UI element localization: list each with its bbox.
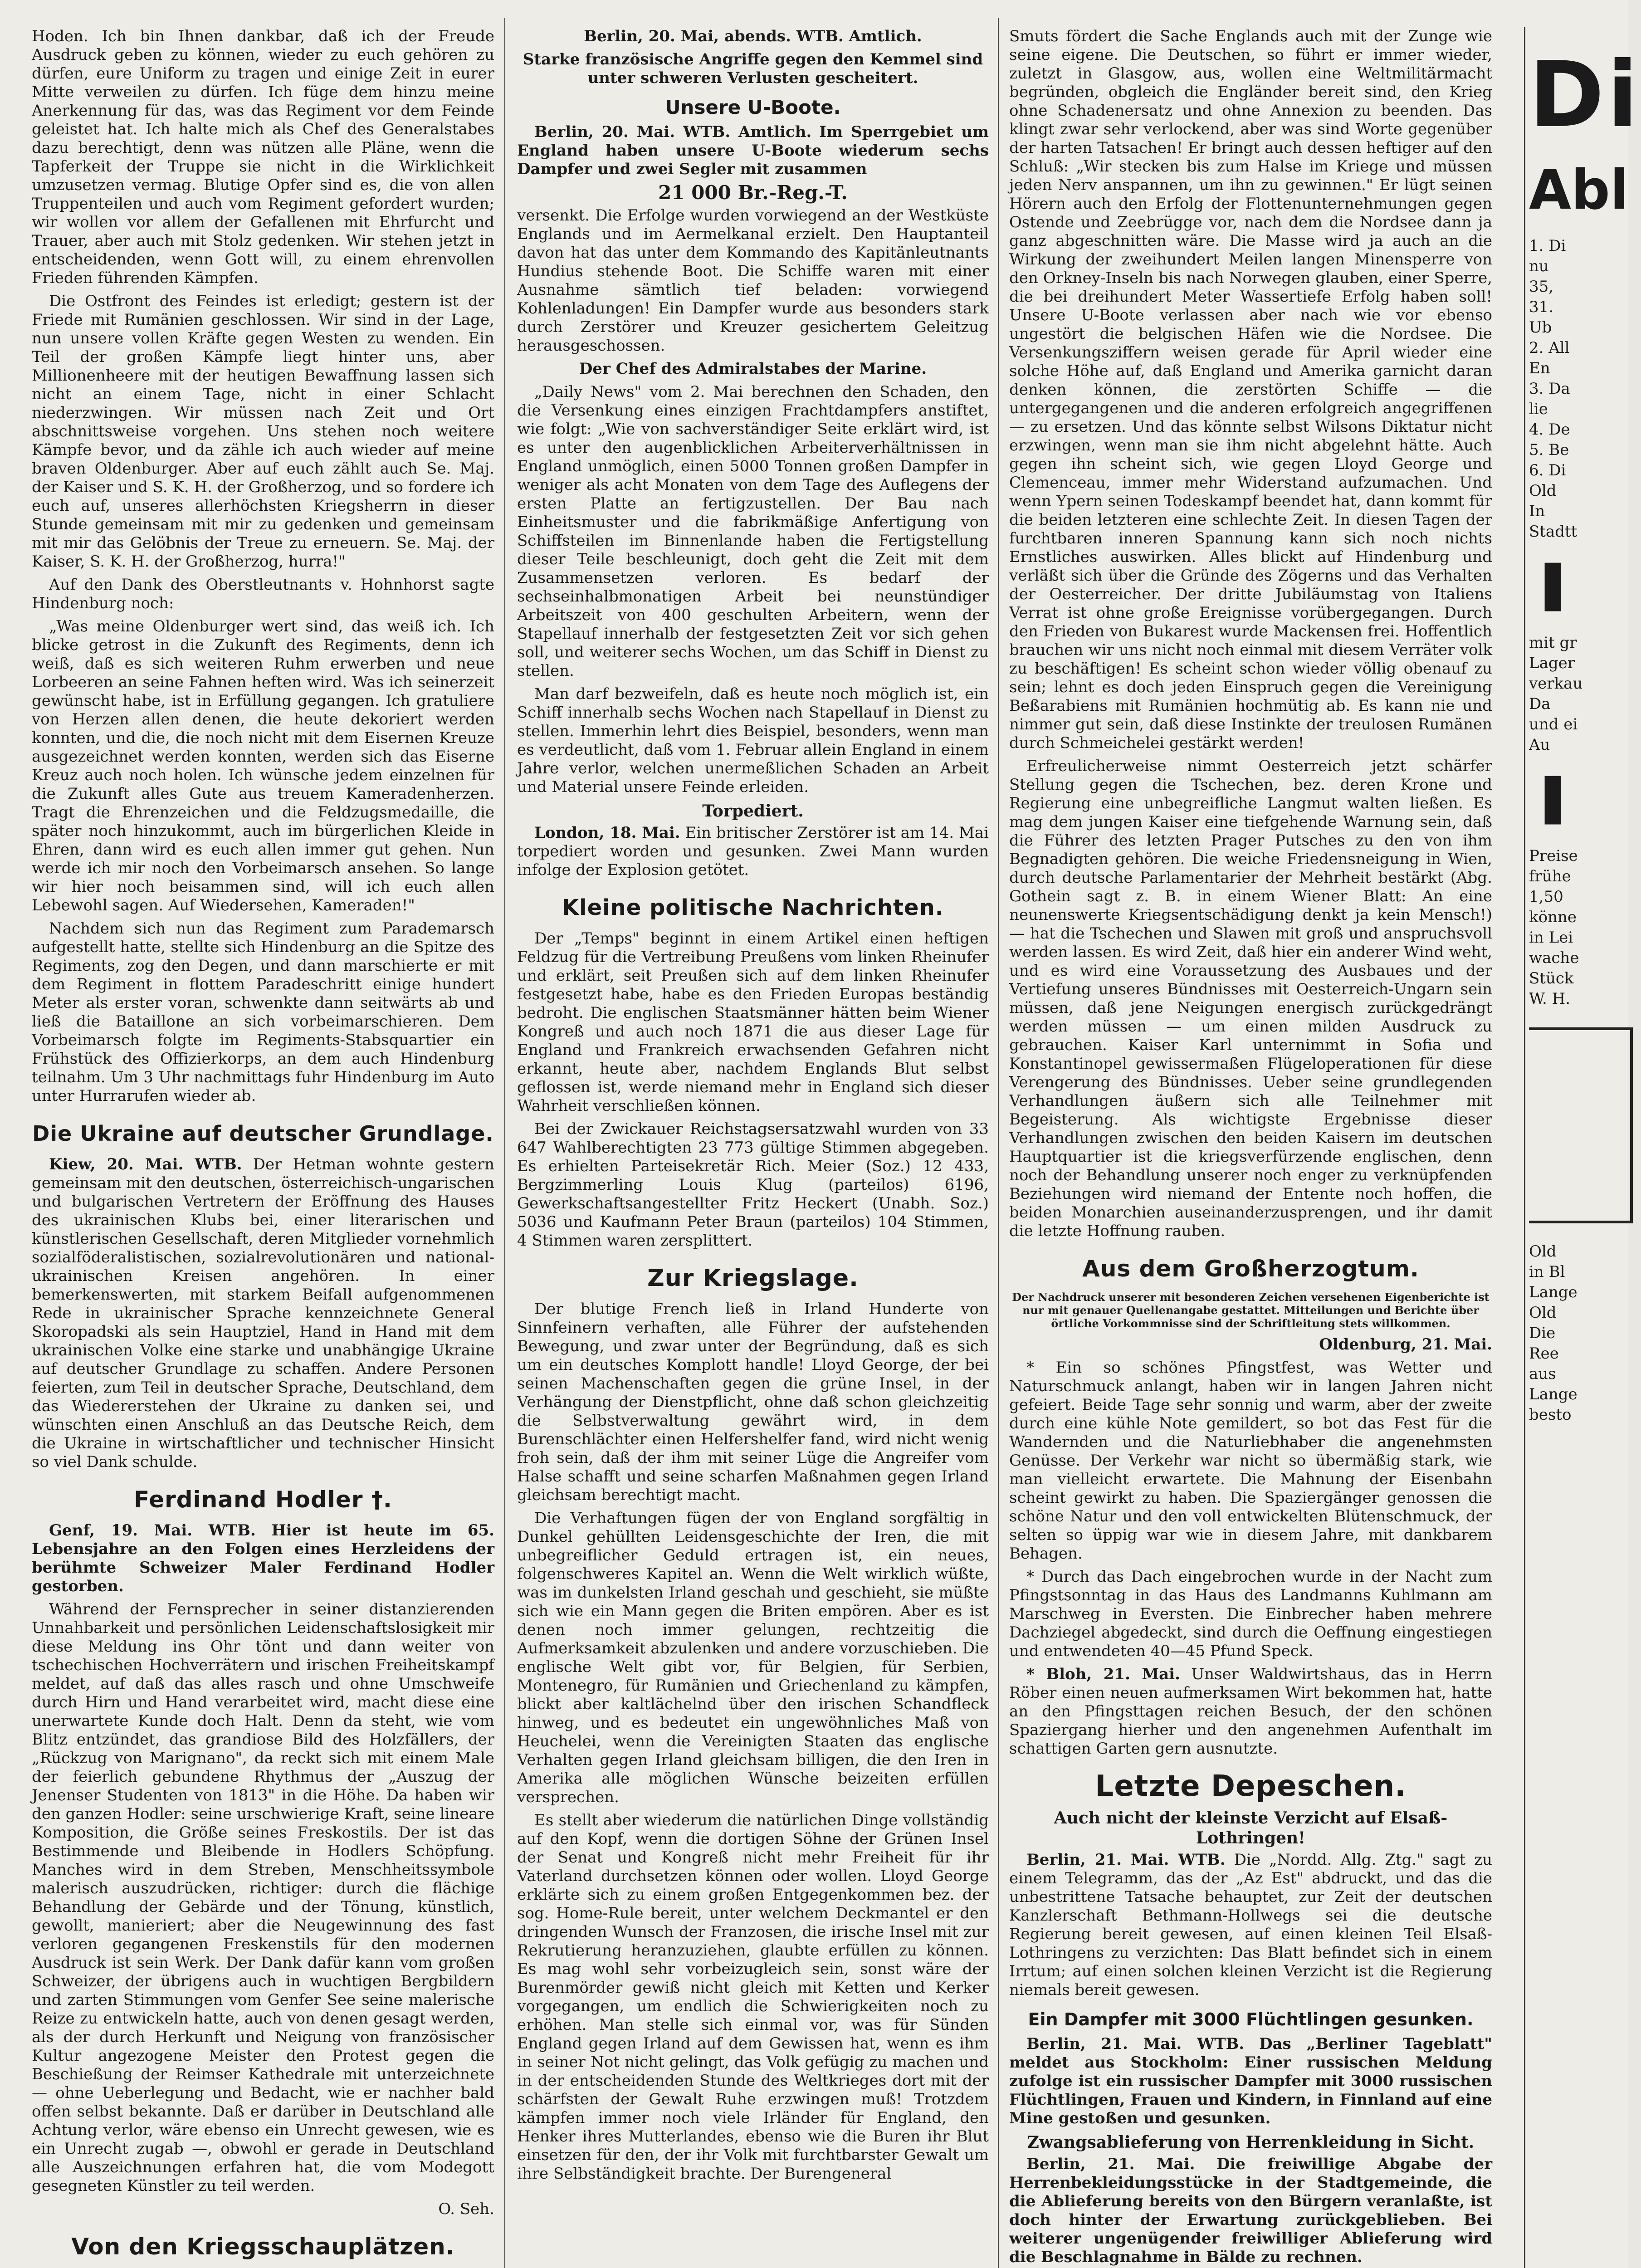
hindenburg-speech-paragraph: Hoden. Ich bin Ihnen dankbar, daß ich der Freude Ausdruck geben zu können, wieder zu euch gehören zu dürfen, eure Uniform zu tragen und einige Zeit in eurer Mitte verweilen zu dürfen. Ich füge dem hinzu meine Anerkennung für das, was das Regiment vor dem Feinde geleistet hat. Ich halte mich als Chef des Generalstabes dazu berechtigt, denn was nützen alle Pläne, wenn die Tapferkeit der Truppe sie nicht in die Wirklichkeit umzusetzen vermag. Blutige Opfer sind es, die von allen Truppenteilen und auch vom Regiment gefordert wurden; wir wollen vor allem der Gefallenen mit Ehrfurcht und Trauer, aber auch mit Stolz gedenken. Wir stehen jetzt in entscheidenden, wenn Gott will, zu einem ehrenvollen Frieden führenden Kämpfen. [32, 27, 494, 287]
author-signature: Der Chef des Admiralstabes der Marine. [579, 360, 927, 378]
edge-line: verkau [1529, 675, 1583, 693]
edge-line: Lager [1529, 654, 1575, 672]
edge-line: Stadtt [1529, 523, 1578, 541]
edge-line: Old [1529, 1242, 1557, 1261]
edge-line: Au [1529, 736, 1550, 754]
edge-lines [1529, 633, 1633, 755]
article-text: Die Verhaftungen fügen der von England sorgfältig in Dunkel gehüllten Leidensgeschichte der Iren, die mit unbegreiflicher Geduld ertragen ist, ein neues, folgenschweres Kapitel an. Wenn die Welt wirklich wüßte, was im dunkelsten Irland geschah und geschieht, sie müßte sich wie ein Mann gegen die Briten empören. Aber es ist denen noch immer gelungen, rechtzeitig die Aufmerksamkeit abzulenken und andere vorzuschieben. Die englische Welt gibt vor, für Belgien, für Serbien, Montenegro, für Rumänien und Griechenland zu kämpfen, blickt aber kaltlächelnd über den irischen Schandfleck hinweg, und es bedeutet ein ungewöhnliches Maß von Heuchelei, wenn die Vereinigten Staaten das englische Verhalten gegen Irland gleichsam billigen, die den Iren in Amerika alle möglichen Wünsche beizeiten erfüllen versprechen. [517, 1509, 989, 1806]
edge-line: 2. All [1529, 339, 1570, 357]
article-text: Hier ist heute im 65. Lebensjahre an den Folgen eines Herzleidens der berühmte Schweizer Maler Ferdinand Hodler gestorben. [32, 1521, 494, 1595]
article-text: Im Sperrgebiet um England haben unsere U-Boote wiederum sechs Dampfer und zwei Segler mit zusammen [517, 123, 989, 178]
edge-line: In [1529, 502, 1545, 520]
masthead-fragment: Di [1529, 42, 1641, 148]
tonnage: 21 000 Br.-Reg.-T. [658, 181, 848, 204]
dateline: Berlin, 21. Mai. [1026, 2155, 1195, 2173]
edge-line: Old [1529, 1304, 1557, 1322]
hindenburg-speech-paragraph: Nachdem sich nun das Regiment zum Parademarsch aufgestellt hatte, stellte sich Hindenburg an die Spitze des Regiments, zog den Degen, und dann marschierte er mit dem Regiment in flottem Paradeschritt einige hundert Meter als erster voran, schwenkte dann seitwärts ab und ließ die Bataillone an sich vorbeimarschieren. Dem Vorbeimarsch folgte im Regiments-Stabsquartier ein Frühstück des Offizierkorps, an dem auch Hindenburg teilnahm. Um 3 Uhr nachmittags fuhr Hindenburg im Auto unter Hurrarufen wieder ab. [32, 919, 494, 1105]
dateline: Berlin, 20. Mai. WTB. Amtlich. [534, 123, 812, 141]
ad-box-fragment [1529, 1027, 1633, 1223]
edge-line: Old [1529, 482, 1557, 500]
column-2 [517, 27, 989, 2268]
article-text: Es stellt aber wiederum die natürlichen Dinge vollständig auf den Kopf, wenn die dortigen Söhne der Grünen Insel der Senat und Kongreß nicht mehr Freiheit für ihr Vaterland durchsetzen können oder wollen. Lloyd George erklärte sich zu einem großen Entgegenkommen bez. der sog. Home-Rule bereit, unter welchem Deckmantel er den dringenden Wunsch der Franzosen, die irische Insel mit zur Rekrutierung heranzuziehen, glaubte erfüllen zu können. Es mag wohl sehr vorbeizugleich sein, sonst wäre der Burenmörder gewiß nicht gleich mit Ketten und Kerker vorgegangen, um endlich die Schwierigkeiten noch zu erhöhen. Man stelle sich einmal vor, was für Sünden England gegen Irland auf dem Gewissen hat, wenn es ihm in seiner Not nicht gelingt, das Volk gefügig zu machen und in der entscheidenden Stunde des Weltkrieges dort mit der schärfsten der Gewalt Ruhe erzwingen muß! Trotzdem kämpfen immer noch viele Irländer für England, den Henker ihres Mutterlandes, ebenso wie die Buren ihr Blut einsetzen für den, der ihr Volk mit furchtbarster Gewalt um ihre Selbständigkeit brachte. Der Burengeneral [517, 1811, 989, 2183]
article-text: Bei der Zwickauer Reichstagsersatzwahl wurden von 33 647 Wahlberechtigten 23 773 gültige Stimmen abgegeben. Es erhielten Parteisekretär Rich. Meier (Soz.) 12 433, Bergzimmerling Louis Klug (parteilos) 6196, Gewerkschaftsangestellter Fritz Heckert (Unabh. Soz.) 5036 und Kaufmann Peter Braun (parteilos) 104 Stimmen, 4 Stimmen waren zersplittert. [517, 1120, 989, 1250]
edge-line: in Lei [1529, 929, 1573, 947]
edge-line: Stück [1529, 969, 1574, 987]
headline-letzte-depeschen: Letzte Depeschen. [1095, 1769, 1407, 1803]
hindenburg-speech-paragraph: Die Ostfront des Feindes ist erledigt; gestern ist der Friede mit Rumänien geschlossen. Wir sind in der Lage, nun unsere vollen Kräfte gegen Westen zu wenden. Ein Teil der großen Kämpfe liegt hinter uns, aber Millionenheere mit der heutigen Bewaffnung lassen sich nicht an einem Tage, nicht in einer Schlacht niederzwingen. Wir müssen nach Zeit und Ort abschnittsweise vorgehen. Uns stehen noch weitere Kämpfe bevor, und da zähle ich auch wieder auf meine braven Oldenburger. Aber auf euch zählt auch Se. Maj. der Kaiser und S. K. H. der Großherzog, und so fordere ich euch auf, unseres allerhöchsten Kriegsherrn in dieser Stunde gemeinsam mit mir zu gedenken und gemeinsam mit mir das Gelöbnis der Treue zu erneuern. Se. Maj. der Kaiser, S. K. H. der Großherzog, hurra!" [32, 292, 494, 571]
subhead-fragment: Abl [1529, 159, 1629, 222]
headline-kriegsschauplaetze: Von den Kriegsschauplätzen. [71, 2234, 455, 2260]
edge-line: 1. Di [1529, 237, 1566, 255]
headline-dampfer: Ein Dampfer mit 3000 Flüchtlingen gesunken. [1028, 2009, 1474, 2029]
article-text: Erfreulicherweise nimmt Oesterreich jetzt schärfer Stellung gegen die Tschechen, bez. deren Krone und Regierung eine unbegreifliche Langmut walten ließen. Es mag dem jungen Kaiser eine tiefgehende Warnung sein, daß die Führer des letzten Prager Putsches zu den von ihm Begnadigten gehören. Die weiche Friedensneigung in Wien, durch deutsche Parlamentarier der Mehrheit bestärkt (Abg. Gothein sagt z. B. in einem Wiener Blatt: An eine neunenswerte Kriegsentschädigung denkt ja kein Mensch!) — hat die Tschechen und Slawen mit groß und anspruchsvoll werden lassen. Es wird Zeit, daß hier ein anderer Wind weht, und es wird eine Voraussetzung des Ausbaues und der Vertiefung unseres Bündnisses mit Oesterreich-Ungarn sein müssen, daß jene Neigungen energisch zurückgedrängt werden müssen — um einen milden Ausdruck zu gebrauchen. Kaiser Karl unternimmt in Sofia und Konstantinopel gewissermaßen Flügeloperationen für diese Verengerung des Bündnisses. Ueber seine grundlegenden Verhandlungen äußern sich alle Teilnehmer mit Begeisterung. Als wichtigste Ergebnisse dieser Verhandlungen zwischen den beiden Kaisern im deutschen Hauptquartier ist die kriegsverfürzende englischen, denn noch der Behandlung unserer noch enger zu verknüpfenden Beziehungen wird niemand der Entente noch hoffen, die beiden Monarchien auseinanderzusprengen, und ihr damit die letzte Hoffnung rauben. [1009, 757, 1492, 1240]
article-text: Das „Berliner Tageblatt" meldet aus Stockholm: Einer russischen Meldung zufolge ist ein russischer Dampfer mit 3000 russischen Flüchtlingen, Frauen und Kindern, in Finnland auf eine Mine gestoßen und gesunken. [1009, 2035, 1493, 2127]
edge-lines [1529, 1242, 1633, 1425]
edge-line: 31. [1529, 298, 1554, 316]
article-text: * Durch das Dach eingebrochen wurde in der Nacht zum Pfingstsonntag in das Haus des Landmanns Kuhlmann am Marschweg in Eversten. Die Einbrecher haben mehrere Dachziegel abgedeckt, sind durch die Oeffnung eingestiegen und entwendeten 40—45 Pfund Speck. [1009, 1568, 1492, 1660]
dateline: Genf, 19. Mai. WTB. [49, 1521, 256, 1540]
dateline: Berlin, 20. Mai, abends. WTB. Amtlich. [584, 27, 922, 45]
article-text: Die „Nordd. Allg. Ztg." sagt zu einem Telegramm, das der „Az Est" abdruckt, und das die unbestrittene Tatsache behauptet, zur Zeit der deutschen Kanzlerschaft Bethmann-Hollwegs sei die deutsche Regierung bereit gewesen, auf einen kleinen Teil Elsaß-Lothringens zu verzichten: Das Blatt befindet sich in einem Irrtum; auf einen solchen kleinen Verzicht ist die Regierung niemals bereit gewesen. [1009, 1851, 1493, 1999]
edge-line: nu [1529, 257, 1549, 275]
edge-lines [1529, 236, 1633, 542]
dateline: Berlin, 21. Mai. WTB. [1026, 1851, 1226, 1869]
decorative-fragment: ▐ [1529, 777, 1561, 824]
edge-line: W. H. [1529, 990, 1571, 1008]
dateline: Oldenburg, 21. Mai. [1319, 1335, 1492, 1354]
headline-grossherzogtum: Aus dem Großherzogtum. [1082, 1256, 1419, 1282]
dateline: Kiew, 20. Mai. WTB. [49, 1155, 242, 1173]
article-text: * Ein so schönes Pfingstfest, was Wetter und Naturschmuck anlangt, haben wir in langen Jahren nicht gefeiert. Beide Tage sehr sonnig und warm, aber der zweite durch eine kühle Note gemildert, so bot das Fest für die Wandernden und die Naturliebhaber die angenehmsten Genüsse. Der Verkehr war nicht so übermäßig stark, wie man vielleicht erwartete. Die Mahnung der Eisenbahn scheint gewirkt zu haben. Die Spaziergänger genossen die schöne Natur und den voll entwickelten Blütenschmuck, der selten so üppig war wie in diesem Jahre, mit dankbarem Behagen. [1009, 1359, 1492, 1563]
article-text: Starke französische Angriffe gegen den Kemmel sind unter schweren Verlusten gescheitert. [523, 50, 983, 87]
edge-line: Ub [1529, 318, 1552, 337]
column-3 [1009, 27, 1492, 2268]
article-text: Unser Waldwirtshaus, das in Herrn Röber einen neuen aufmerksamen Wirt bekommen hat, hatte an den Pfingsttagen reichen Besuch, der den schönen Spaziergang hierher und den angenehmen Aufenthalt im schattigen Garten gern ausnutzte. [1009, 1665, 1492, 1758]
edge-line: in Bl [1529, 1263, 1565, 1281]
column-rule [504, 18, 505, 2268]
edge-line: frühe [1529, 867, 1571, 885]
headline-ukraine: Die Ukraine auf deutscher Grundlage. [32, 1121, 494, 1146]
edge-line: 5. Be [1529, 441, 1569, 459]
edge-line: Ree [1529, 1344, 1559, 1363]
headline-hodler: Ferdinand Hodler †. [134, 1486, 392, 1513]
edge-line: könne [1529, 908, 1577, 926]
column-4-edge [1524, 27, 1641, 2268]
subheadline: Auch nicht der kleinste Verzicht auf Elsaß-Lothringen! [1054, 1809, 1448, 1848]
hindenburg-speech-paragraph: Auf den Dank des Oberstleutnants v. Hohnhorst sagte Hindenburg noch: [32, 576, 494, 612]
article-text: versenkt. Die Erfolge wurden vorwiegend an der Westküste Englands und im Aermelkanal erzielt. Den Hauptanteil davon hat das unter dem Kommando des Kapitänleutnants Hundius stehende Boot. Die Schiffe waren mit einer Ausnahme sämtlich tief beladen: vorwiegend Kohlenladungen! Ein Dampfer wurde aus besonders stark durch Zerstörer und Kreuzer gesichertem Geleitzug herausgeschossen. [517, 206, 989, 355]
dateline: London, 18. Mai. [534, 824, 680, 842]
edge-line: Die [1529, 1324, 1556, 1342]
edge-line: 6. Di [1529, 461, 1566, 479]
edge-line: Da [1529, 695, 1551, 713]
decorative-fragment: ▐ [1529, 563, 1561, 611]
edge-line: Lange [1529, 1283, 1578, 1301]
column-rule [998, 18, 999, 2268]
reprint-notice: Der Nachdruck unserer mit besonderen Zeichen versehenen Eigenberichte ist nur mit genauer Quellenangabe gestattet. Mitteilungen und Berichte über örtliche Vorkommnisse sind der Schriftleitung stets willkommen. [1012, 1290, 1490, 1330]
edge-line: aus [1529, 1365, 1556, 1383]
article-text: Die freiwillige Abgabe der Herrenbekleidungsstücke in der Stadtgemeinde, die die Ablieferung bereits von den Bürgern veranlaßte, ist doch hinter der Erwartung zurückgeblieben. Bei weiterer ungenügender freiwilliger Ablieferung wird die Beschlagnahme in Bälde zu rechnen. [1009, 2155, 1492, 2266]
article-text: „Daily News" vom 2. Mai berechnen den Schaden, den die Versenkung eines einzigen Frachtdampfers anstiftet, wie folgt: „Wie von sachverständiger Seite erklärt wird, ist es unter den augenblicklichen Arbeiterverhältnissen in England unmöglich, einen 5000 Tonnen großen Dampfer in weniger als acht Monaten von dem Tage des Auflegens der ersten Platte an fertigzustellen. Der Bau nach Einheitsmuster und die fabrikmäßige Anfertigung von Schiffsteilen im Binnenlande haben die Fertigstellung dieser Teile beschleunigt, doch geht die Zeit mit dem Zusammensetzen verloren. Es bedarf der sechseinhalbmonatigen Arbeit bei neunstündiger Arbeitszeit von 400 geschulten Arbeitern, wenn der Stapellauf innerhalb der festgesetzten Zeit vor sich gehen soll, und weiterer sechs Wochen, um das Schiff in Dienst zu stellen. [517, 383, 989, 680]
subheadline: Zwangsablieferung von Herrenkleidung in Sicht. [1027, 2133, 1475, 2152]
subheadline: Torpediert. [702, 802, 804, 821]
edge-line: En [1529, 359, 1550, 377]
article-text: Ein britischer Zerstörer ist am 14. Mai torpediert worden und gesunken. Zwei Mann wurden infolge der Explosion getötet. [517, 824, 989, 879]
article-text: Der Hetman wohnte gestern gemeinsam mit den deutschen, österreichisch-ungarischen und bulgarischen Vertretern der Eröffnung des Hauses des ukrainischen Klubs bei, einer literarischen und künstlerischen Gesellschaft, deren Mitglieder vornehmlich sozialföderalistischen, sozialrevolutionären und national-ukrainischen Kreisen angehören. In einer bemerkenswerten, mit starkem Beifall aufgenommenen Rede in ukrainischer Sprache kennzeichnete General Skoropadski als sein Hauptziel, Hand in Hand mit dem ukrainischen Volke eine starke und unabhängige Ukraine auf deutscher Grundlage zu schaffen. Andere Personen feierten, zum Teil in deutscher Sprache, Deutschland, dem das Wiedererstehen der Ukraine zu danken sei, und wünschten einen Anschluß an das Deutsche Reich, dem die Ukraine in wirtschaftlicher und technischer Hinsicht so viel Dank schulde. [32, 1155, 495, 1471]
edge-lines [1529, 846, 1633, 1009]
article-text: Smuts fördert die Sache Englands auch mit der Zunge wie seine eigene. Die Deutschen, so führt er immer wieder, zuletzt in Glasgow, aus, wollen eine Weltmilitärmacht begründen, obgleich die Engländer bereit sind, den Krieg ohne Schadenersatz und ohne Annexion zu beenden. Das klingt zwar sehr verlockend, aber was sind Worte gegenüber der harten Tatsachen! Er bringt auch dessen heftiger auf den Schluß: „Wir stecken bis zum Halse im Kriege und müssen jeden Nerv anspannen, um ihn zu gewinnen." Er lügt seinen Hörern auch den Erfolg der Flottenunternehmungen gegen Ostende und Zeebrügge vor, nach dem die Nordsee dann ja ganz abgeschnitten wäre. Die Masse wird ja auch an die Wirkung der zweihundert Meilen langen Minensperre von den Orkney-Inseln bis nach Norwegen glauben, einer Sperre, die bei dreihundert Meter Wassertiefe Erfolg haben soll! Unsere U-Boote verlassen aber nach wie vor ebenso ungestört die belgischen Häfen wie die Nordsee. Die Versenkungsziffern weisen gerade für April wieder eine solche Höhe auf, daß England und Amerika garnicht daran denken können, die zerstörten Schiffe — die untergegangenen und die anderen erfolgreich angegriffenen — zu ersetzen. Und das könnte selbst Wilsons Diktatur nicht erzwingen, wenn man sie ihm nicht abgelehnt hätte. Auch gegen ihn scheint sich, wie gegen Lloyd George und Clemenceau, immer mehr Widerstand aufzumachen. Und wenn Ypern seinen Todeskampf beendet hat, dann kommt für die beiden letzteren eine schlechte Zeit. In diesen Tagen der furchtbaren inneren Spannung kann sich noch nichts Ernstliches auswirken. Alles blickt auf Hindenburg und verläßt sich über die Gründe des Zögerns und das Verhalten der Oesterreicher. Der dritte Jubiläumstag von Italiens Verrat ist ohne große Ereignisse vorübergegangen. Durch den Frieden von Bukarest wurde Mackensen frei. Hoffentlich brauchen wir uns nicht noch einmal mit diesem Verräter volk zu beschäftigen! Es scheint schon wieder völlig obenauf zu sein; lehnt es doch jeden Einspruch gegen die Vereinigung Beßarabiens mit Rumänien hochmütig ab. Es kann nie und nimmer gut sein, daß diese Instinkte der treulosen Rumänen durch Schmeichelei gestärkt werden! [1009, 27, 1492, 752]
author-signature: O. Seh. [438, 2200, 494, 2218]
edge-line: Preise [1529, 847, 1578, 865]
column-1 [32, 27, 494, 2268]
edge-line: 3. Da [1529, 380, 1570, 398]
article-text: Der blutige French ließ in Irland Hunderte von Sinnfeinern verhaften, alle Führer der aufstehenden Bewegung, und zwar unter der Begründung, daß es sich um ein deutsches Komplott handle! Lloyd George, der bei seinen Machenschaften gegen die grüne Insel, in der Verhängung der Dienstpflicht, ohne daß schon gleichzeitig die Selbstverwaltung gewährt wird, in dem Burenschlächter einen Helfershelfer fand, wird nicht wenig froh sein, daß der ihm mit seiner Lüge die Angreifer vom Halse schafft und seine scharfen Maßnahmen gegen Irland gleichsam berechtigt macht. [517, 1300, 989, 1504]
edge-line: 1,50 [1529, 888, 1563, 906]
edge-line: besto [1529, 1406, 1572, 1424]
headline-kleine-nachrichten: Kleine politische Nachrichten. [562, 895, 944, 920]
dateline: Berlin, 21. Mai. WTB. [1026, 2035, 1245, 2053]
edge-line: Lange [1529, 1385, 1578, 1403]
headline-u-boote: Unsere U-Boote. [665, 96, 841, 118]
edge-line: mit gr [1529, 634, 1577, 652]
headline-kriegslage: Zur Kriegslage. [647, 1265, 859, 1292]
article-text: Der „Temps" beginnt in einem Artikel einen heftigen Feldzug für die Vertreibung Preußens vom linken Rheinufer und erklärt, seit Preußen sich auf dem linken Rheinufer festgesetzt habe, habe es den Frieden Europas beständig bedroht. Die englischen Staatsmänner hätten beim Wiener Kongreß und auch noch 1871 die aus dieser Lage für England und Frankreich erwachsenden Gefahren nicht erkannt, heute aber, nachdem Englands Blut selbst geflossen ist, werde niemand mehr in England sich dieser Wahrheit verschließen können. [517, 929, 989, 1115]
hindenburg-speech-paragraph: „Was meine Oldenburger wert sind, das weiß ich. Ich blicke getrost in die Zukunft des Regiments, denn ich weiß, daß es sich weiteren Ruhm erwerben und neue Lorbeeren an seine Fahnen heften wird. Was ich seinerzeit gewünscht habe, ist in Erfüllung gegangen. Ich gratuliere von Herzen allen denen, die heute dekoriert werden konnten, und die, die noch nicht mit dem Eisernen Kreuze ausgezeichnet werden konnten, werden sich das Eiserne Kreuz auch noch holen. Ich wünsche jedem einzelnen für die Zukunft alles Gute aus treuem Kameradenherzen. Tragt die Ehrenzeichen und die Feldzugsmedaille, die später noch hinzukommt, auch im bürgerlichen Kleide in Ehren, dann wird es euch allen immer gut gehen. Nun werde ich mir noch den Vorbeimarsch ansehen. So lange wir hier noch beisammen sind, will ich euch allen Lebewohl sagen. Auf Wiedersehen, Kameraden!" [32, 617, 494, 914]
article-text: Man darf bezweifeln, daß es heute noch möglich ist, ein Schiff innerhalb sechs Wochen nach Stapellauf in Dienst zu stellen. Immerhin lehrt dies Beispiel, besonders, wenn man es verdeutlicht, daß vom 1. Februar allein England in einem Jahre verlor, welchen unermeßlichen Schaden an Arbeit und Material unsere Feinde erleiden. [517, 685, 989, 796]
edge-line: 4. De [1529, 420, 1570, 439]
edge-line: lie [1529, 400, 1548, 418]
article-text: Während der Fernsprecher in seiner distanzierenden Unnahbarkeit und persönlichen Leidenschaftslosigkeit mir diese Meldung ins Ohr tönt und dann weiter von tschechischen Hochverrätern und irischen Freiheitskampf meldet, auf daß das alles rasch und ohne Umschweife durch Hirn und Hand verarbeitet wird, macht diese eine unerwartete Kunde doch Halt. Denn da steht, wie vom Blitz entzündet, das grandiose Bild des Holzfällers, der „Rückzug von Marignano", da reckt sich mit einem Male der feierlich gebundene Rhythmus der „Auszug der Jenenser Studenten von 1813" in die Höhe. Da haben wir den ganzen Hodler: seine urschwierige Kraft, seine lineare Komposition, die Größe seines Freskostils. Der ist das Bestimmende und Bleibende in Hodlers Schöpfung. Manches wird in dem Streben, Menschheitssymbole malerisch auszudrücken, richtiger: durch die flächige Behandlung der Gebärde und der Tönung, künstlich, gewollt, manieriert; aber die Neugewinnung des fast verloren gegangenen Freskenstils für den modernen Ausdruck ist sein Werk. Der Dank dafür kann vom großen Schweizer, der übrigens auch in wuchtigen Bergbildern und zarten Stimmungen vom Genfer See seine malerische Reize zu entwickeln hatte, auch von denen gesagt werden, als der durch Herkunft und Neigung von französischer Kultur angezogene Meister den Protest gegen die Beschießung der Reimser Kathedrale mit unterzeichnete — ohne Ueberlegung und Bedacht, wie er nachher bald offen selbst bekannte. Daß er darüber in Deutschland alle Achtung verlor, wäre ebenso ein Unrecht gewesen, wie es ein Unrecht zugab —, obwohl er gerade in Deutschland alle Auszeichnungen erfahren hat, die vom Modegott gesegneten Künstler zu teil werden. [32, 1600, 494, 2195]
edge-line: und ei [1529, 715, 1578, 733]
dateline: * Bloh, 21. Mai. [1026, 1665, 1180, 1683]
edge-line: 35, [1529, 278, 1554, 296]
edge-line: wache [1529, 949, 1579, 967]
